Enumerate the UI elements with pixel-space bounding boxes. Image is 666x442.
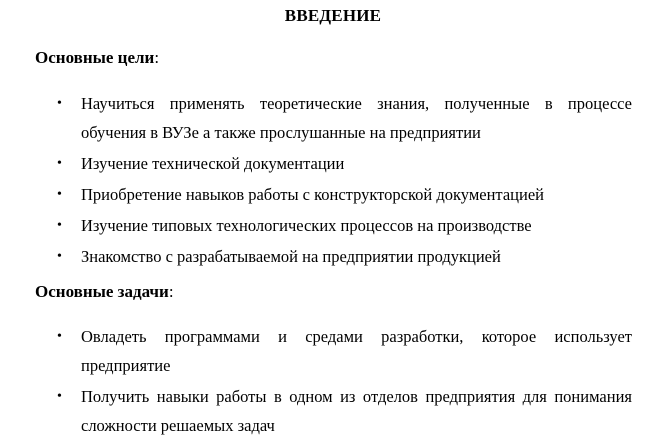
bullet-icon: •	[57, 156, 62, 171]
goals-list	[0, 89, 666, 273]
goal-item-text: Изучение типовых технологических процессов на производстве	[81, 216, 532, 235]
bullet-icon: •	[57, 96, 62, 111]
goal-item-text: Научиться применять теоретические знания, полученные в процессе обучения в ВУЗе а также прослушанные на предприятии	[81, 94, 632, 142]
goal-item-text: Приобретение навыков работы с конструкторской документацией	[81, 185, 544, 204]
list-item	[0, 149, 666, 178]
bullet-icon: •	[57, 389, 62, 404]
list-item	[0, 180, 666, 209]
task-item-text: Получить навыки работы в одном из отделов предприятия для понимания сложности решаемых задач	[81, 387, 632, 435]
tasks-list	[0, 322, 666, 442]
goals-heading-text: Основные цели	[35, 48, 155, 67]
task-item-text: Овладеть программами и средами разработки, которое использует предприятие	[81, 327, 632, 375]
list-item	[0, 211, 666, 240]
bullet-icon: •	[57, 249, 62, 264]
goal-item-text: Знакомство с разрабатываемой на предприятии продукцией	[81, 247, 501, 266]
list-item	[0, 89, 666, 147]
bullet-icon: •	[57, 187, 62, 202]
goals-heading: Основные цели:	[35, 48, 160, 67]
list-item	[0, 382, 666, 440]
list-item	[0, 322, 666, 380]
bullet-icon: •	[57, 218, 62, 233]
document-title: ВВЕДЕНИЕ	[284, 6, 382, 25]
list-item	[0, 242, 666, 271]
bullet-icon: •	[57, 329, 62, 344]
tasks-heading: Основные задачи:	[35, 282, 174, 301]
goal-item-text: Изучение технической документации	[81, 154, 345, 173]
tasks-heading-text: Основные задачи	[35, 282, 169, 301]
